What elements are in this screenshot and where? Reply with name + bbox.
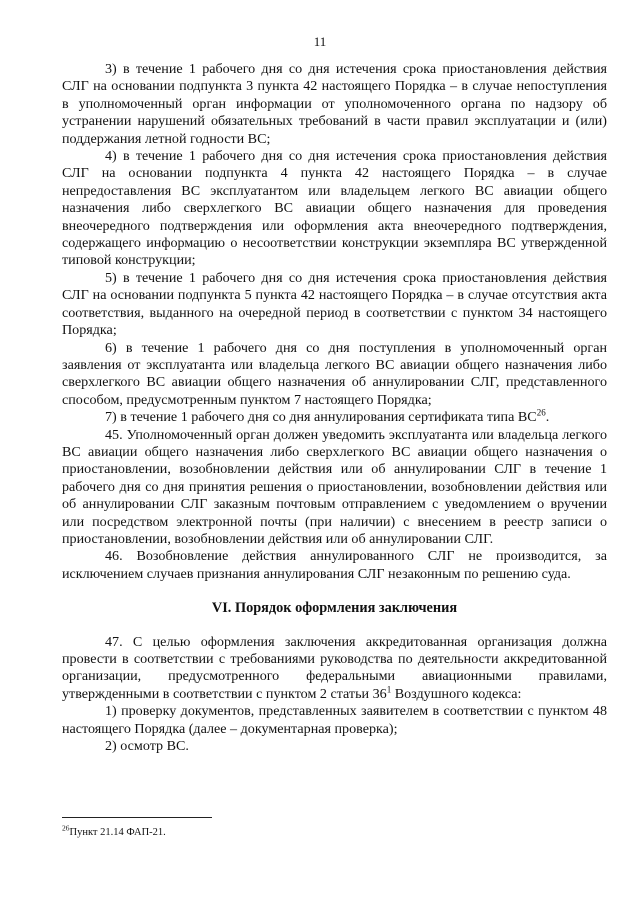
paragraph-item-7-text: 7) в течение 1 рабочего дня со дня аннулирования сертификата типа ВС — [105, 409, 537, 426]
paragraph-item-6: 6) в течение 1 рабочего дня со дня поступления в уполномоченный орган заявления от эксплуатанта или владельца легкого ВС авиации общего назначения либо сверхлегкого ВС авиации общего назначения об аннулировании СЛГ, представленного способом, предусмотренным пунктом 7 настоящего Порядка; — [62, 339, 607, 408]
paragraph-item-7 — [62, 409, 607, 426]
footnote — [62, 823, 166, 839]
paragraph-47 — [62, 634, 607, 704]
paragraph-47-text-end: Воздушного кодекса: — [391, 685, 522, 702]
paragraph-47-item-1: 1) проверку документов, представленных заявителем в соответствии с пунктом 48 настоящего Порядка (далее – документарная проверка); — [62, 703, 607, 737]
section-heading: VI. Порядок оформления заключения — [211, 600, 458, 617]
paragraph-46: 46. Возобновление действия аннулированного СЛГ не производится, за исключением случаев признания аннулирования СЛГ незаконным по решению суда. — [62, 548, 607, 582]
paragraph-45: 45. Уполномоченный орган должен уведомить эксплуатанта или владельца легкого ВС авиации общего назначения либо сверхлегкого ВС авиации общего назначения о приостановлении, возобновлении действия или об аннулировании СЛГ в течение 1 рабочего дня со дня принятия решения о приостановлении, возобновлении действия или об аннулировании СЛГ заказным почтовым отправлением с уведомлением о вручении или посредством электронной почты (при наличии) с внесением в реестр записи о приостановлении, возобновлении действия или об аннулировании СЛГ. — [62, 426, 607, 547]
footnote-divider — [62, 817, 212, 818]
document-body — [62, 61, 607, 755]
paragraph-item-5: 5) в течение 1 рабочего дня со дня истечения срока приостановления действия СЛГ на основании подпункта 5 пункта 42 настоящего Порядка – в случае отсутствия акта соответствия, выданного на очередной период в соответствии с пунктом 34 настоящего Порядка; — [62, 269, 607, 339]
paragraph-item-7-end: . — [545, 409, 550, 426]
page-number: 11 — [313, 34, 327, 49]
paragraph-item-3: 3) в течение 1 рабочего дня со дня истечения срока приостановления действия СЛГ на основании подпункта 3 пункта 42 настоящего Порядка – в случае непоступления в уполномоченный орган информации от уполномоченного органа по надзору об устранении нарушений обязательных требований в части правил эксплуатации и (или) поддержания летной годности ВС; — [62, 61, 607, 147]
paragraph-47-text: 47. С целью оформления заключения аккредитованная организация должна провести в соответствии с требованиями руководства по деятельности аккредитованной организации, предусмотренного федеральными авиационными правилами, утвержденными в соответствии с пунктом 2 статьи 36 — [62, 633, 607, 702]
paragraph-47-item-2: 2) осмотр ВС. — [105, 738, 189, 755]
footnote-mark: 26 — [62, 823, 70, 833]
footnote-reference-26: 26 — [536, 407, 546, 418]
footnote-text: Пункт 21.14 ФАП-21. — [69, 827, 166, 838]
article-superscript: 1 — [386, 684, 392, 695]
paragraph-item-4: 4) в течение 1 рабочего дня со дня истечения срока приостановления действия СЛГ на основании подпункта 4 пункта 42 настоящего Порядка – в случае непредоставления ВС эксплуатантом или владельцем легкого ВС авиации общего назначения либо сверхлегкого ВС авиации общего назначения для проведения внеочередного подтверждения или оформления акта внеочередного подтверждения, содержащего информацию о несоответствии конструкции экземпляра ВС утвержденной типовой конструкции; — [62, 148, 607, 269]
